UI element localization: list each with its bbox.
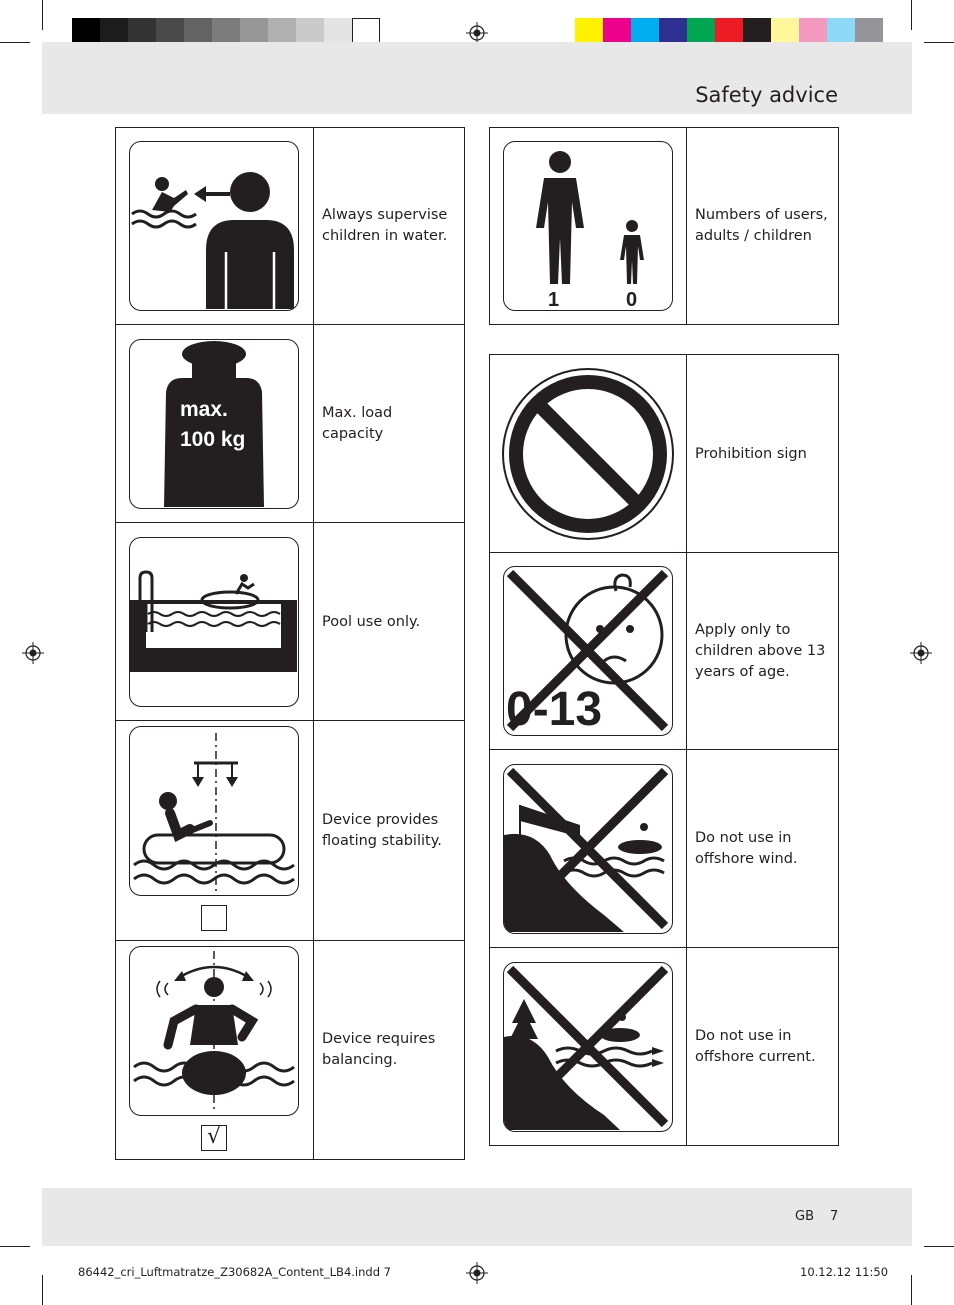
left-row-4-text: Device provides floating stability. [322, 812, 442, 849]
footer-page-number: 7 [830, 1209, 839, 1224]
stability-checkbox [201, 905, 227, 931]
crop-mark [924, 1246, 954, 1247]
right-row-2-text: Apply only to children above 13 years of age. [695, 622, 826, 680]
registration-mark-icon [466, 22, 488, 44]
left-row-1-text: Always supervise children in water. [322, 207, 448, 244]
weight-icon [129, 339, 299, 509]
balancing-checkbox: √ [201, 1125, 227, 1151]
crop-mark [911, 0, 912, 30]
right-top-row-text: Numbers of users, adults / children [695, 207, 828, 244]
age-range-label: 0-13 [506, 683, 603, 734]
crop-mark [924, 42, 954, 43]
balancing-icon [129, 946, 299, 1116]
page-title: Safety advice [695, 83, 838, 107]
offshore-wind-icon [503, 764, 673, 934]
left-row-3-text: Pool use only. [322, 614, 421, 630]
right-row-1-text: Prohibition sign [695, 446, 807, 462]
offshore-current-icon [503, 962, 673, 1132]
child-count: 0 [626, 289, 638, 309]
pool-icon [129, 537, 299, 707]
supervise-children-icon [129, 141, 299, 311]
users-count-icon [503, 141, 673, 311]
crop-mark [0, 42, 30, 43]
floating-stability-icon [129, 726, 299, 896]
crop-mark [911, 1275, 912, 1305]
footer-language: GB [795, 1209, 814, 1224]
prohibition-sign-icon [501, 367, 675, 541]
left-row-5-text: Device requires balancing. [322, 1031, 436, 1068]
crop-mark [0, 1246, 30, 1247]
slug-file-name: 86442_cri_Luftmatratze_Z30682A_Content_LB4.indd 7 [78, 1265, 391, 1279]
adult-count: 1 [548, 289, 560, 309]
weight-label-line-2: 100 kg [180, 428, 246, 451]
registration-mark-icon [910, 642, 932, 664]
footer-band [42, 1188, 912, 1246]
weight-label-line-1: max. [180, 398, 228, 421]
crop-mark [42, 0, 43, 30]
crop-mark [42, 1275, 43, 1305]
age-restriction-icon [503, 566, 673, 736]
registration-mark-icon [466, 1262, 488, 1284]
right-row-4-text: Do not use in offshore current. [695, 1028, 816, 1065]
left-row-2-text: Max. load capacity [322, 405, 393, 442]
registration-mark-icon [22, 642, 44, 664]
right-row-3-text: Do not use in offshore wind. [695, 830, 798, 867]
slug-date: 10.12.12 11:50 [800, 1265, 889, 1279]
